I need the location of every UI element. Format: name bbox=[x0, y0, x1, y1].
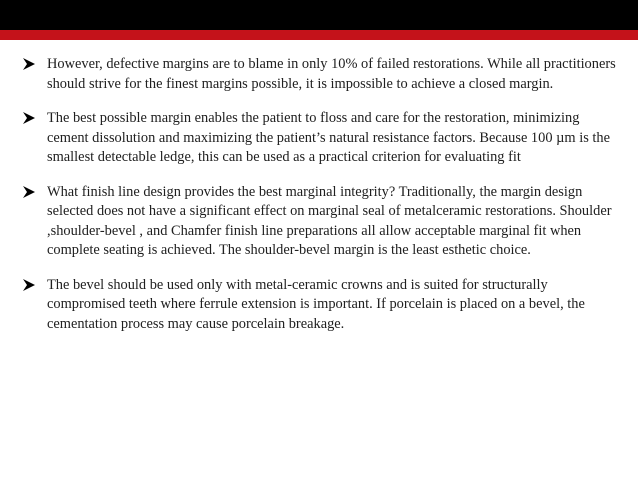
bullet-item bbox=[22, 55, 622, 94]
bullet-item bbox=[22, 183, 622, 261]
arrow-bullet-icon bbox=[22, 278, 36, 292]
arrow-bullet-icon bbox=[22, 57, 36, 71]
bullet-item bbox=[22, 109, 622, 168]
arrow-bullet-icon bbox=[22, 111, 36, 125]
accent-stripe bbox=[0, 30, 638, 40]
arrow-bullet-icon bbox=[22, 185, 36, 199]
bullet-text: What finish line design provides the best marginal integrity? Traditionally, the margin design selected does not have a significant effect on marginal seal of metalceramic restorations. Shoulder ,shoulder-bevel , and Chamfer finish line preparations all allow acceptable marginal fit when complete seating is achieved. The shoulder-bevel margin is the least esthetic choice. bbox=[47, 183, 612, 258]
bullet-text: The best possible margin enables the patient to floss and care for the restoration, minimizing cement dissolution and maximizing the patient’s natural resistance factors. Because 100 µm is the smallest detectable ledge, this can be used as a practical criterion for evaluating fit bbox=[47, 110, 610, 165]
slide-content bbox=[22, 55, 622, 349]
bullet-text: However, defective margins are to blame in only 10% of failed restorations. While all practitioners should strive for the finest margins possible, it is impossible to achieve a closed margin. bbox=[47, 56, 616, 92]
bullet-item bbox=[22, 276, 622, 335]
header-bar bbox=[0, 0, 638, 30]
bullet-text: The bevel should be used only with metal-ceramic crowns and is suited for structurally compromised teeth where ferrule extension is important. If porcelain is placed on a bevel, the cementation process may cause porcelain breakage. bbox=[47, 276, 585, 332]
